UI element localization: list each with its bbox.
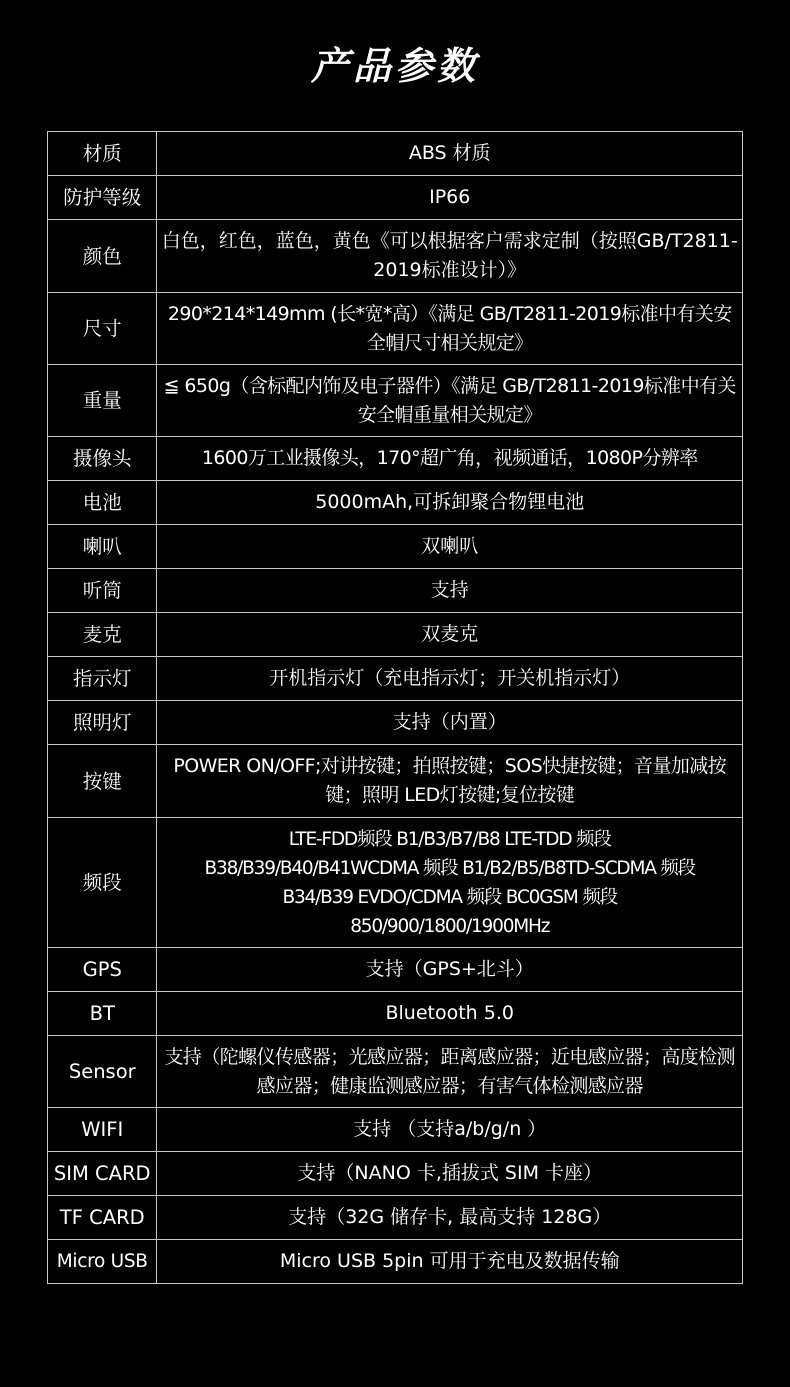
spec-value-mic: 双麦克 (157, 613, 743, 657)
table-row (48, 745, 743, 818)
spec-label-size: 尺寸 (48, 293, 157, 365)
spec-value-weight: ≦ 650g（含标配内饰及电子器件）《满足 GB/T2811-2019标准中有关安全帽重量相关规定》 (157, 365, 743, 437)
spec-label-usb: Micro USB (48, 1240, 157, 1284)
spec-value-bands: LTE-FDD频段 B1/B3/B7/B8 LTE-TDD 频段B38/B39/B40/B41WCDMA 频段 B1/B2/B5/B8TD-SCDMA 频段 B34/B39 EVDO/CDMA 频段 BC0GSM 频段850/900/1800/1900MHz (157, 818, 743, 948)
spec-label-indicator: 指示灯 (48, 657, 157, 701)
spec-label-mic: 麦克 (48, 613, 157, 657)
spec-label-bands: 频段 (48, 818, 157, 948)
spec-label-sensor: Sensor (48, 1036, 157, 1108)
spec-value-size: 290*214*149mm (长*宽*高）《满足 GB/T2811-2019标准中有关安全帽尺寸相关规定》 (157, 293, 743, 365)
table-row (48, 1196, 743, 1240)
table-row (48, 481, 743, 525)
spec-label-protection: 防护等级 (48, 176, 157, 220)
table-row (48, 613, 743, 657)
table-row (48, 176, 743, 220)
spec-label-sim: SIM CARD (48, 1152, 157, 1196)
spec-label-color: 颜色 (48, 220, 157, 293)
table-row (48, 365, 743, 437)
table-row (48, 657, 743, 701)
spec-label-buttons: 按键 (48, 745, 157, 818)
table-row (48, 992, 743, 1036)
spec-table (47, 131, 743, 1284)
spec-value-wifi: 支持 （支持a/b/g/n ） (157, 1108, 743, 1152)
spec-label-weight: 重量 (48, 365, 157, 437)
spec-value-battery: 5000mAh,可拆卸聚合物锂电池 (157, 481, 743, 525)
spec-label-material: 材质 (48, 132, 157, 176)
table-row (48, 437, 743, 481)
table-row (48, 1036, 743, 1108)
table-row (48, 701, 743, 745)
spec-label-bt: BT (48, 992, 157, 1036)
spec-label-tf: TF CARD (48, 1196, 157, 1240)
spec-label-wifi: WIFI (48, 1108, 157, 1152)
spec-value-protection: IP66 (157, 176, 743, 220)
spec-value-material: ABS 材质 (157, 132, 743, 176)
spec-label-speaker: 喇叭 (48, 525, 157, 569)
table-row (48, 1152, 743, 1196)
spec-value-indicator: 开机指示灯（充电指示灯；开关机指示灯） (157, 657, 743, 701)
table-row (48, 818, 743, 948)
spec-value-bt: Bluetooth 5.0 (157, 992, 743, 1036)
spec-value-sim: 支持（NANO 卡,插拔式 SIM 卡座） (157, 1152, 743, 1196)
table-row (48, 220, 743, 293)
spec-label-gps: GPS (48, 948, 157, 992)
spec-value-gps: 支持（GPS+北斗） (157, 948, 743, 992)
spec-label-camera: 摄像头 (48, 437, 157, 481)
spec-value-tf: 支持（32G 储存卡, 最高支持 128G） (157, 1196, 743, 1240)
spec-label-receiver: 听筒 (48, 569, 157, 613)
spec-value-buttons: POWER ON/OFF;对讲按键；拍照按键；SOS快捷按键；音量加减按键；照明 LED灯按键;复位按键 (157, 745, 743, 818)
table-row (48, 948, 743, 992)
table-row (48, 525, 743, 569)
spec-value-speaker: 双喇叭 (157, 525, 743, 569)
spec-label-battery: 电池 (48, 481, 157, 525)
spec-value-sensor: 支持（陀螺仪传感器；光感应器；距离感应器；近电感应器；高度检测感应器；健康监测感应器；有害气体检测感应器 (157, 1036, 743, 1108)
spec-value-receiver: 支持 (157, 569, 743, 613)
table-row (48, 569, 743, 613)
spec-value-color: 白色，红色，蓝色，黄色《可以根据客户需求定制（按照GB/T2811-2019标准设计）》 (157, 220, 743, 293)
spec-label-light: 照明灯 (48, 701, 157, 745)
table-row (48, 1240, 743, 1284)
spec-value-camera: 1600万工业摄像头，170°超广角，视频通话，1080P分辨率 (157, 437, 743, 481)
table-row (48, 132, 743, 176)
table-row (48, 293, 743, 365)
spec-value-light: 支持（内置） (157, 701, 743, 745)
table-row (48, 1108, 743, 1152)
page-title: 产品参数 (310, 44, 479, 88)
spec-value-usb: Micro USB 5pin 可用于充电及数据传输 (157, 1240, 743, 1284)
